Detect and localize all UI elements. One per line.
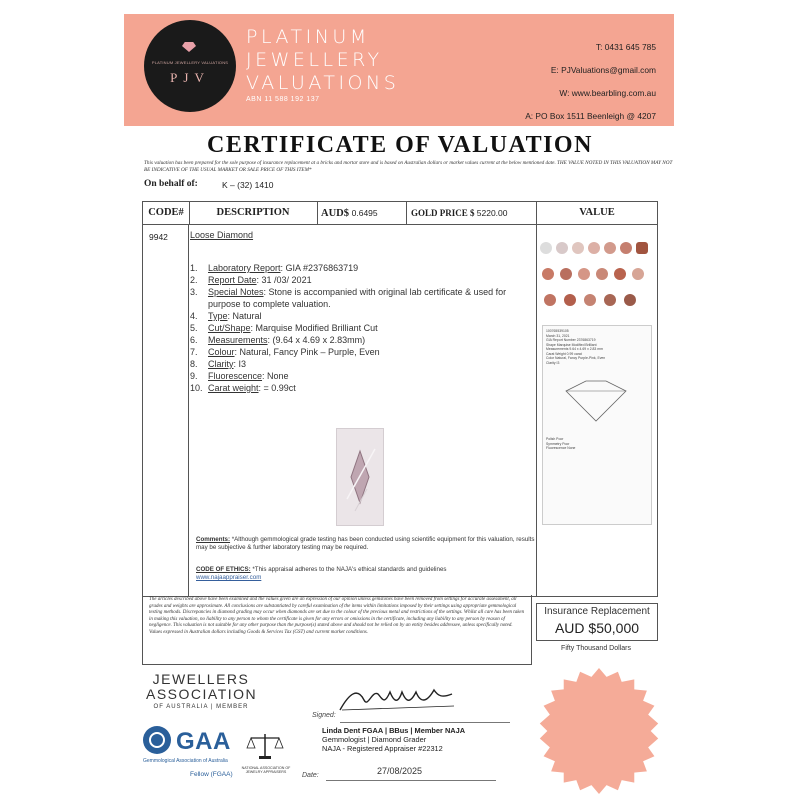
diamond-icon bbox=[596, 268, 608, 280]
item-key: Fluorescence bbox=[208, 371, 263, 381]
brand-line-3: VALUATIONS bbox=[246, 72, 400, 94]
abn-number: ABN 11 588 192 137 bbox=[246, 96, 320, 103]
item-number: 8. bbox=[190, 359, 198, 369]
diamond-icon bbox=[544, 294, 556, 306]
behalf-value: K – (32) 1410 bbox=[222, 180, 274, 190]
report-carat: Carat Weight 0.99 carat bbox=[546, 351, 582, 356]
logo-initials: PJV bbox=[170, 70, 210, 85]
signer-details bbox=[322, 726, 465, 753]
diamond-icon bbox=[604, 294, 616, 306]
list-item bbox=[190, 370, 535, 382]
header-gold bbox=[407, 202, 537, 224]
list-item bbox=[190, 262, 535, 274]
item-code: 9942 bbox=[149, 232, 168, 242]
valuation-disclaimer: This valuation has been prepared for the sole purpose of insurance replacement at a bricks and mortar store and is based on Australian dollars or market values current at the below mentioned date. THE VALUE NOTED IN THIS VALUATION MAY NOT BE INDICATIVE OF THE USUAL MARKET OR SALE PRICE OF THIS ITEM* bbox=[144, 160, 673, 173]
header-gold-label: GOLD PRICE $ bbox=[411, 208, 475, 218]
list-item bbox=[190, 286, 535, 310]
list-item bbox=[190, 322, 535, 334]
logo-tagline: PLATINUM JEWELLERY VALUATIONS bbox=[151, 60, 229, 65]
list-item bbox=[190, 346, 535, 358]
list-item bbox=[190, 358, 535, 370]
naja-link[interactable]: www.najaappraiser.com bbox=[196, 574, 262, 581]
report-color: Color Natural, Fancy Purple-Pink, Even bbox=[546, 356, 606, 360]
item-key: Special Notes bbox=[208, 287, 264, 297]
list-item bbox=[190, 382, 535, 394]
item-number: 2. bbox=[190, 275, 198, 285]
item-value: : None bbox=[262, 371, 289, 381]
item-number: 1. bbox=[190, 263, 198, 273]
diamond-icon bbox=[560, 268, 572, 280]
item-key: Clarity bbox=[208, 359, 234, 369]
item-number: 6. bbox=[190, 335, 198, 345]
header-aud bbox=[317, 202, 407, 224]
contact-phone: T: 0431 645 785 bbox=[595, 42, 656, 52]
column-divider bbox=[536, 224, 537, 596]
diamond-photo bbox=[336, 428, 384, 526]
report-shape: Shape Marquise Modified Brilliant bbox=[546, 342, 597, 347]
diamond-icon bbox=[556, 242, 568, 254]
diamond-colour-chart bbox=[538, 238, 658, 318]
header-value: VALUE bbox=[579, 207, 615, 218]
scales-icon bbox=[245, 732, 285, 760]
jewellers-association-logo bbox=[146, 672, 256, 702]
item-key: Cut/Shape bbox=[208, 323, 251, 333]
diamond-icon bbox=[564, 294, 576, 306]
item-key: Type bbox=[208, 311, 228, 321]
diamond-icon bbox=[624, 294, 636, 306]
date-value: 27/08/2025 bbox=[377, 766, 423, 776]
comments-note bbox=[196, 536, 536, 552]
diamond-icon bbox=[572, 242, 584, 254]
report-date: March 31, 2021 bbox=[546, 333, 570, 338]
comments-text: *Although gemmological grade testing has been conducted using scientific equipment for this valuation, results may be subjective & further laboratory testing may be required. bbox=[196, 536, 535, 551]
diamond-icon bbox=[620, 242, 632, 254]
report-clarity: Clarity I3 bbox=[546, 360, 560, 365]
item-value: : Natural, Fancy Pink – Purple, Even bbox=[234, 347, 380, 357]
diamond-icon bbox=[542, 268, 554, 280]
certificate-title: CERTIFICATE OF VALUATION bbox=[207, 132, 593, 158]
diamond-icon bbox=[614, 268, 626, 280]
contact-block bbox=[525, 36, 656, 128]
signature-icon bbox=[330, 682, 460, 716]
ethics-label: CODE OF ETHICS: bbox=[196, 566, 251, 573]
gaa-fellow: Fellow (FGAA) bbox=[190, 771, 233, 778]
list-item bbox=[190, 310, 535, 322]
item-value: : = 0.99ct bbox=[258, 383, 296, 393]
diamond-icon bbox=[182, 42, 196, 52]
header-description: DESCRIPTION bbox=[189, 202, 318, 224]
brand-name bbox=[246, 26, 399, 95]
company-logo bbox=[144, 20, 236, 112]
table-header bbox=[143, 202, 657, 225]
contact-email: E: PJValuations@gmail.com bbox=[550, 65, 656, 75]
diamond-icon bbox=[540, 242, 552, 254]
column-divider bbox=[188, 224, 189, 596]
brand-line-1: PLATINUM bbox=[246, 26, 370, 48]
item-key: Carat weight bbox=[208, 383, 259, 393]
report-measurements: Measurements 9.64 x 4.69 x 2.83 mm bbox=[546, 347, 603, 351]
item-value: : GIA #2376863719 bbox=[280, 263, 359, 273]
item-value: : (9.64 x 4.69 x 2.83mm) bbox=[267, 335, 366, 345]
ja-subtitle: OF AUSTRALIA | MEMBER bbox=[153, 704, 249, 710]
gia-report-scan bbox=[542, 325, 652, 525]
list-item bbox=[190, 274, 535, 286]
insurance-value: AUD $50,000 bbox=[554, 620, 640, 636]
date-label: Date: bbox=[302, 772, 319, 779]
ethics-note bbox=[196, 566, 536, 582]
date-line bbox=[326, 780, 496, 781]
item-value: : Marquise Modified Brilliant Cut bbox=[250, 323, 378, 333]
ja-line-1: JEWELLERS bbox=[152, 671, 250, 687]
signer-registration: NAJA - Registered Appraiser #22312 bbox=[322, 744, 443, 753]
ethics-text: *This appraisal adheres to the NAJA's ethical standards and guidelines bbox=[250, 566, 447, 573]
diamond-icon bbox=[632, 268, 644, 280]
report-fluorescence: Fluorescence None bbox=[546, 446, 576, 450]
gaa-globe-icon bbox=[143, 726, 171, 754]
contact-address: A: PO Box 1511 Beenleigh @ 4207 bbox=[525, 111, 656, 121]
insurance-box bbox=[536, 603, 658, 641]
item-number: 7. bbox=[190, 347, 198, 357]
header-aud-value: 0.6495 bbox=[351, 208, 378, 218]
insurance-words: Fifty Thousand Dollars bbox=[561, 645, 631, 652]
marquise-diamond-icon bbox=[337, 429, 383, 525]
gaa-logo-text: GAA bbox=[176, 728, 231, 755]
item-key: Colour bbox=[208, 347, 235, 357]
item-number: 4. bbox=[190, 311, 198, 321]
naja-label: NATIONAL ASSOCIATION OF JEWELRY APPRAISERS bbox=[241, 766, 291, 775]
diamond-icon bbox=[636, 242, 648, 254]
signer-role: Gemmologist | Diamond Grader bbox=[322, 735, 427, 744]
diamond-icon bbox=[588, 242, 600, 254]
item-value: : Natural bbox=[227, 311, 262, 321]
behalf-label: On behalf of: bbox=[144, 179, 198, 189]
proportions-diagram-icon bbox=[546, 371, 646, 431]
insurance-label: Insurance Replacement bbox=[544, 606, 650, 617]
item-value: : 31 /03/ 2021 bbox=[256, 275, 312, 285]
ja-line-2: ASSOCIATION bbox=[146, 686, 258, 702]
diamond-icon bbox=[578, 268, 590, 280]
item-key: Report Date bbox=[208, 275, 257, 285]
report-number: 100765539105 bbox=[546, 329, 569, 333]
terms-text: The articles described above have been examined and the values given are an expression of our opinion unless gemstones have been removed from settings for accurate assessment, all grades and weights are approximate. All conclusions are substantiated by careful examination of the items within limitations imposed by their settings using appropriate gemmological testing methods. Discrepancies in diamond grading may occur when diamonds are set due to the colour of the precious metal and restrictions of the settings. Whilst all care has been taken in making this valuation, no liability to any person to whom the certificate is given for any errors or omissions in the certificate, including any liability to any person by reason of negligence. This valuation is not suitable for any other purpose than the purpose(s) stated above and should not be relied on by an entity besides addressee, unless specifically noted. Values expressed in Australian dollars including Goods & Services Tax (GST) and current market conditions. bbox=[142, 595, 532, 665]
signed-label: Signed: bbox=[312, 712, 336, 719]
diamond-icon bbox=[604, 242, 616, 254]
brand-line-2: JEWELLERY bbox=[246, 49, 383, 71]
diamond-icon bbox=[584, 294, 596, 306]
signer-name: Linda Dent FGAA | BBus | Member NAJA bbox=[322, 726, 466, 735]
header-aud-label: AUD$ bbox=[321, 208, 349, 219]
list-item bbox=[190, 334, 535, 346]
item-key: Laboratory Report bbox=[208, 263, 281, 273]
report-polish: Polish Poor bbox=[546, 437, 564, 441]
report-symmetry: Symmetry Poor bbox=[546, 441, 570, 446]
report-gia: GIA Report Number 2376863719 bbox=[546, 338, 596, 342]
signature-line bbox=[340, 722, 510, 723]
item-value: : I3 bbox=[233, 359, 247, 369]
gaa-subtitle: Gemmological Association of Australia bbox=[143, 758, 228, 764]
header-gold-value: 5220.00 bbox=[476, 208, 508, 218]
item-number: 10. bbox=[190, 383, 203, 393]
item-key: Measurements bbox=[208, 335, 268, 345]
contact-website: W: www.bearbling.com.au bbox=[559, 88, 656, 98]
comments-label: Comments: bbox=[196, 536, 231, 543]
item-title: Loose Diamond bbox=[190, 230, 254, 240]
item-value: : Stone is accompanied with original lab certificate & used for purpose to complete valuation. bbox=[208, 287, 507, 309]
header-code: CODE# bbox=[143, 202, 190, 224]
item-number: 3. bbox=[190, 287, 198, 297]
item-description-list bbox=[190, 262, 535, 394]
item-number: 9. bbox=[190, 371, 198, 381]
item-number: 5. bbox=[190, 323, 198, 333]
